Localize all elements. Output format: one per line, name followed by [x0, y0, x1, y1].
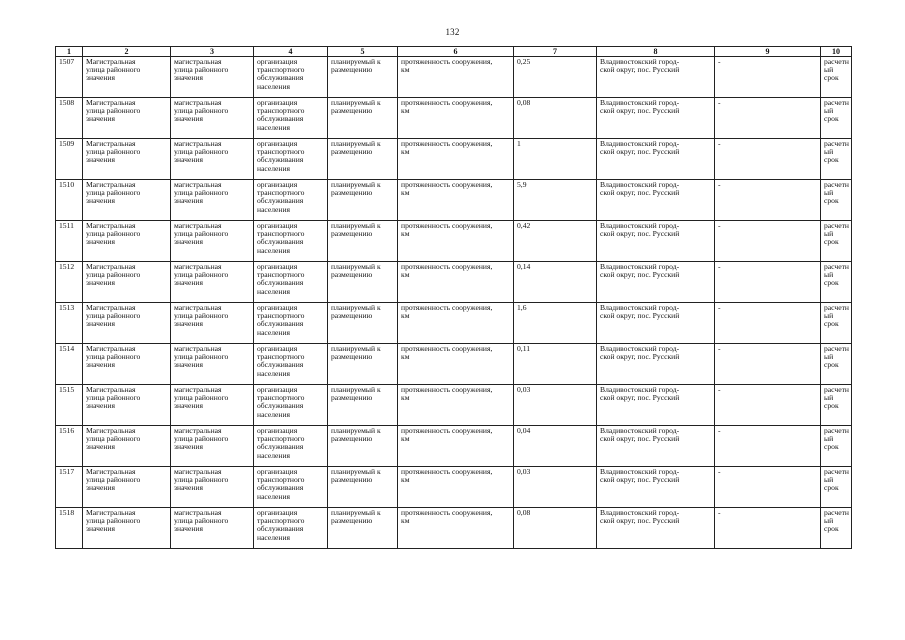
cell-value: 0,03	[514, 385, 597, 426]
cell-zone: -	[715, 508, 821, 549]
column-header: 9	[715, 47, 821, 57]
cell-term: расчетный срок	[821, 303, 852, 344]
cell-parameter: протяженность сооружения, км	[398, 303, 514, 344]
cell-location: Владивостокский город- ской округ, пос. Русский	[597, 426, 715, 467]
column-number-row	[56, 47, 852, 57]
cell-number: 1515	[56, 385, 83, 426]
cell-object-type: магистральная улица районного значения	[171, 139, 254, 180]
cell-location: Владивостокский город- ской округ, пос. Русский	[597, 98, 715, 139]
cell-location: Владивостокский город- ской округ, пос. Русский	[597, 262, 715, 303]
cell-location: Владивостокский город- ской округ, пос. Русский	[597, 508, 715, 549]
cell-status: планируемый к размещению	[328, 98, 398, 139]
table-row	[56, 508, 852, 549]
cell-value: 0,14	[514, 262, 597, 303]
cell-parameter: протяженность сооружения, км	[398, 98, 514, 139]
cell-object-type: магистральная улица районного значения	[171, 221, 254, 262]
cell-zone: -	[715, 426, 821, 467]
table-row	[56, 221, 852, 262]
cell-object-type: магистральная улица районного значения	[171, 180, 254, 221]
cell-value: 0,11	[514, 344, 597, 385]
cell-status: планируемый к размещению	[328, 303, 398, 344]
cell-object-name: Магистральная улица районного значения	[83, 262, 171, 303]
cell-purpose: организация транспортного обслуживания населения	[254, 467, 328, 508]
cell-object-type: магистральная улица районного значения	[171, 303, 254, 344]
cell-value: 0,42	[514, 221, 597, 262]
cell-purpose: организация транспортного обслуживания населения	[254, 139, 328, 180]
cell-term: расчетный срок	[821, 467, 852, 508]
cell-location: Владивостокский город- ской округ, пос. Русский	[597, 344, 715, 385]
cell-status: планируемый к размещению	[328, 385, 398, 426]
column-header: 10	[821, 47, 852, 57]
cell-number: 1512	[56, 262, 83, 303]
cell-number: 1508	[56, 98, 83, 139]
cell-parameter: протяженность сооружения, км	[398, 508, 514, 549]
cell-term: расчетный срок	[821, 98, 852, 139]
cell-zone: -	[715, 180, 821, 221]
cell-zone: -	[715, 467, 821, 508]
cell-number: 1517	[56, 467, 83, 508]
cell-status: планируемый к размещению	[328, 57, 398, 98]
cell-value: 0,08	[514, 508, 597, 549]
table-row	[56, 385, 852, 426]
cell-parameter: протяженность сооружения, км	[398, 385, 514, 426]
cell-purpose: организация транспортного обслуживания населения	[254, 262, 328, 303]
cell-zone: -	[715, 344, 821, 385]
cell-zone: -	[715, 303, 821, 344]
cell-parameter: протяженность сооружения, км	[398, 180, 514, 221]
cell-object-type: магистральная улица районного значения	[171, 262, 254, 303]
cell-object-name: Магистральная улица районного значения	[83, 303, 171, 344]
cell-object-name: Магистральная улица районного значения	[83, 139, 171, 180]
cell-object-name: Магистральная улица районного значения	[83, 57, 171, 98]
cell-term: расчетный срок	[821, 262, 852, 303]
cell-object-type: магистральная улица районного значения	[171, 467, 254, 508]
table-row	[56, 303, 852, 344]
cell-term: расчетный срок	[821, 139, 852, 180]
cell-status: планируемый к размещению	[328, 344, 398, 385]
cell-object-name: Магистральная улица районного значения	[83, 508, 171, 549]
cell-object-type: магистральная улица районного значения	[171, 344, 254, 385]
cell-purpose: организация транспортного обслуживания населения	[254, 303, 328, 344]
column-header: 6	[398, 47, 514, 57]
cell-object-type: магистральная улица районного значения	[171, 98, 254, 139]
cell-object-type: магистральная улица районного значения	[171, 57, 254, 98]
cell-number: 1509	[56, 139, 83, 180]
cell-object-name: Магистральная улица районного значения	[83, 385, 171, 426]
cell-zone: -	[715, 57, 821, 98]
cell-status: планируемый к размещению	[328, 139, 398, 180]
cell-parameter: протяженность сооружения, км	[398, 467, 514, 508]
cell-object-name: Магистральная улица районного значения	[83, 426, 171, 467]
cell-value: 0,08	[514, 98, 597, 139]
column-header: 4	[254, 47, 328, 57]
table-row	[56, 139, 852, 180]
cell-object-name: Магистральная улица районного значения	[83, 98, 171, 139]
cell-term: расчетный срок	[821, 344, 852, 385]
cell-zone: -	[715, 385, 821, 426]
cell-object-name: Магистральная улица районного значения	[83, 180, 171, 221]
cell-value: 5,9	[514, 180, 597, 221]
cell-status: планируемый к размещению	[328, 180, 398, 221]
table-row	[56, 57, 852, 98]
cell-zone: -	[715, 139, 821, 180]
cell-zone: -	[715, 98, 821, 139]
table-row	[56, 180, 852, 221]
cell-purpose: организация транспортного обслуживания населения	[254, 98, 328, 139]
cell-parameter: протяженность сооружения, км	[398, 344, 514, 385]
cell-term: расчетный срок	[821, 221, 852, 262]
cell-value: 1	[514, 139, 597, 180]
cell-purpose: организация транспортного обслуживания населения	[254, 57, 328, 98]
column-header: 1	[56, 47, 83, 57]
cell-term: расчетный срок	[821, 180, 852, 221]
cell-status: планируемый к размещению	[328, 508, 398, 549]
cell-parameter: протяженность сооружения, км	[398, 57, 514, 98]
cell-value: 0,04	[514, 426, 597, 467]
cell-term: расчетный срок	[821, 57, 852, 98]
cell-number: 1516	[56, 426, 83, 467]
cell-purpose: организация транспортного обслуживания населения	[254, 426, 328, 467]
cell-value: 1,6	[514, 303, 597, 344]
cell-object-name: Магистральная улица районного значения	[83, 344, 171, 385]
cell-value: 0,25	[514, 57, 597, 98]
cell-location: Владивостокский город- ской округ, пос. Русский	[597, 139, 715, 180]
cell-number: 1514	[56, 344, 83, 385]
cell-term: расчетный срок	[821, 426, 852, 467]
cell-term: расчетный срок	[821, 508, 852, 549]
cell-object-type: магистральная улица районного значения	[171, 385, 254, 426]
cell-location: Владивостокский город- ской округ, пос. Русский	[597, 467, 715, 508]
cell-number: 1511	[56, 221, 83, 262]
cell-object-type: магистральная улица районного значения	[171, 426, 254, 467]
column-header: 2	[83, 47, 171, 57]
page-number: 132	[445, 27, 460, 37]
cell-number: 1510	[56, 180, 83, 221]
cell-number: 1518	[56, 508, 83, 549]
cell-term: расчетный срок	[821, 385, 852, 426]
cell-location: Владивостокский город- ской округ, пос. Русский	[597, 221, 715, 262]
table-row	[56, 426, 852, 467]
cell-value: 0,03	[514, 467, 597, 508]
cell-number: 1513	[56, 303, 83, 344]
cell-location: Владивостокский город- ской округ, пос. Русский	[597, 385, 715, 426]
table-row	[56, 344, 852, 385]
cell-purpose: организация транспортного обслуживания населения	[254, 180, 328, 221]
cell-zone: -	[715, 262, 821, 303]
cell-status: планируемый к размещению	[328, 221, 398, 262]
cell-location: Владивостокский город- ской округ, пос. Русский	[597, 303, 715, 344]
cell-location: Владивостокский город- ской округ, пос. Русский	[597, 180, 715, 221]
cell-purpose: организация транспортного обслуживания населения	[254, 221, 328, 262]
cell-object-name: Магистральная улица районного значения	[83, 467, 171, 508]
cell-status: планируемый к размещению	[328, 426, 398, 467]
column-header: 5	[328, 47, 398, 57]
column-header: 3	[171, 47, 254, 57]
column-header: 7	[514, 47, 597, 57]
cell-parameter: протяженность сооружения, км	[398, 426, 514, 467]
cell-zone: -	[715, 221, 821, 262]
table-body	[56, 57, 852, 549]
cell-status: планируемый к размещению	[328, 467, 398, 508]
table-row	[56, 467, 852, 508]
cell-number: 1507	[56, 57, 83, 98]
table-row	[56, 262, 852, 303]
cell-parameter: протяженность сооружения, км	[398, 221, 514, 262]
cell-purpose: организация транспортного обслуживания населения	[254, 385, 328, 426]
cell-parameter: протяженность сооружения, км	[398, 139, 514, 180]
cell-location: Владивостокский город- ской округ, пос. Русский	[597, 57, 715, 98]
cell-purpose: организация транспортного обслуживания населения	[254, 508, 328, 549]
cell-object-name: Магистральная улица районного значения	[83, 221, 171, 262]
cell-parameter: протяженность сооружения, км	[398, 262, 514, 303]
cell-object-type: магистральная улица районного значения	[171, 508, 254, 549]
table-row	[56, 98, 852, 139]
cell-purpose: организация транспортного обслуживания населения	[254, 344, 328, 385]
objects-table	[55, 46, 852, 549]
column-header: 8	[597, 47, 715, 57]
cell-status: планируемый к размещению	[328, 262, 398, 303]
